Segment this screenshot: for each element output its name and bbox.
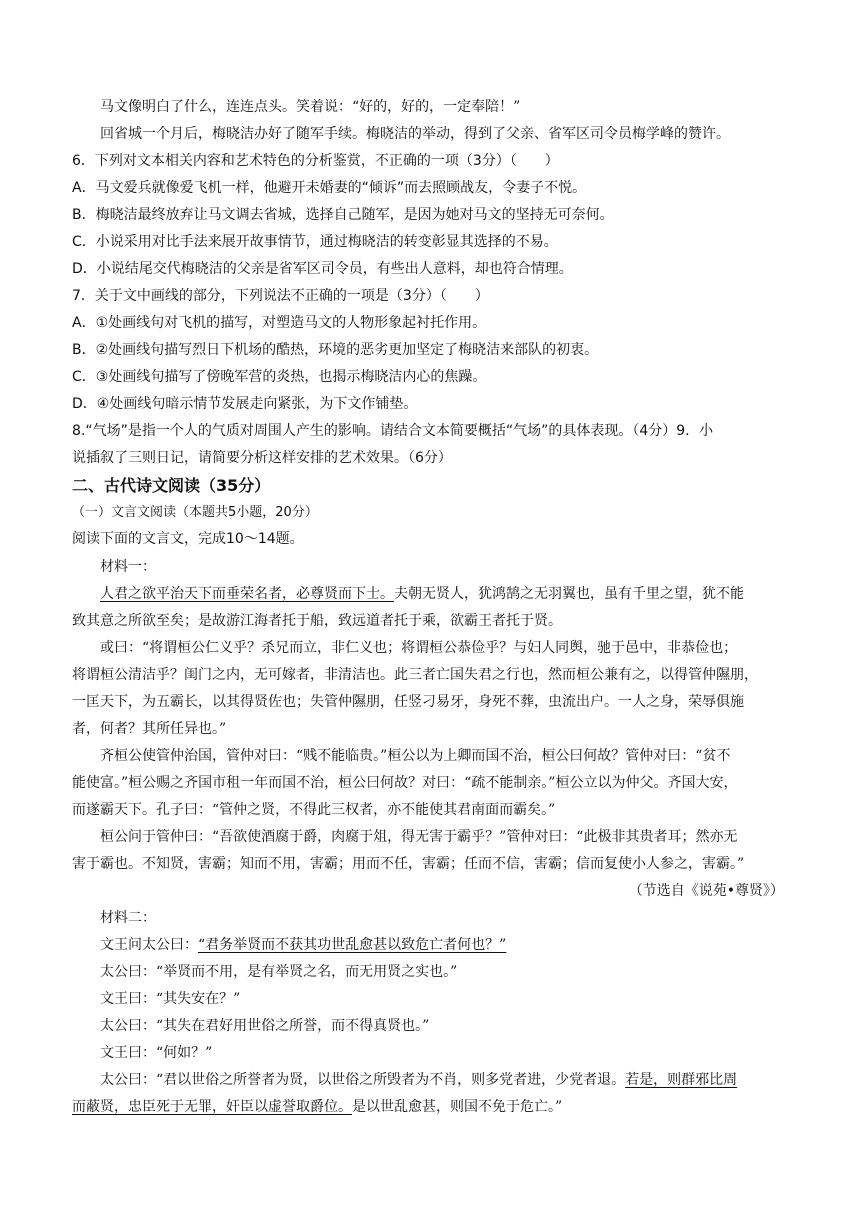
underlined-sentence: 若是，则群邪比周 — [625, 1072, 738, 1088]
question-6-option-c: C．小说采用对比手法来展开故事情节，通过梅晓洁的转变彰显其选择的不易。 — [72, 234, 558, 250]
material-1-paragraph-2: 或曰：“将谓桓公仁义乎？杀兄而立，非仁义也；将谓桓公恭俭乎？与妇人同舆，驰于邑中，非恭俭也； — [100, 640, 738, 656]
question-6-option-a: A．马文爱兵就像爱飞机一样，他避开未婚妻的“倾诉”而去照顾战友，令妻子不悦。 — [72, 180, 587, 196]
question-7-option-c: C．③处画线句描写了傍晚军营的炎热，也揭示梅晓洁内心的焦躁。 — [72, 369, 487, 385]
underlined-sentence: “君务举贤而不获其功世乱愈甚以致危亡者何也？” — [198, 937, 507, 953]
source-citation: （节选自《说苑•尊贤》） — [628, 883, 784, 899]
question-7-option-a: A．①处画线句对飞机的描写，对塑造马文的人物形象起衬托作用。 — [72, 315, 487, 331]
dialogue-line: 太公曰：“其失在君好用世俗之所誉，而不得真贤也。” — [100, 1018, 430, 1034]
question-6-option-d: D．小说结尾交代梅晓洁的父亲是省军区司令员，有些出人意料，却也符合情理。 — [72, 261, 573, 277]
text-span: 是以世乱愈甚，则国不免于危亡。” — [352, 1099, 563, 1115]
text-line: 能使富。”桓公赐之齐国市租一年而国不治，桓公曰何故？对曰：“疏不能制亲。”桓公立以为仲父。齐国大安， — [72, 775, 738, 791]
material-1-label: 材料一： — [100, 559, 156, 575]
question-7-stem: 7．关于文中画线的部分，下列说法不正确的一项是（3分）（ ） — [72, 288, 489, 304]
dialogue-line — [100, 1070, 792, 1090]
text-span: 太公曰：“君以世俗之所誉者为贤，以世俗之所毁者为不肖，则多党者进，少党者退。 — [100, 1072, 626, 1088]
text-line: 而遂霸天下。孔子曰：“管仲之贤，不得此三权者，亦不能使其君南面而霸矣。” — [72, 802, 556, 818]
reading-instruction: 阅读下面的文言文，完成10～14题。 — [72, 531, 304, 547]
dialogue-line — [100, 935, 792, 955]
story-line: 回省城一个月后，梅晓洁办好了随军手续。梅晓洁的举动，得到了父亲、省军区司令员梅学峰的赞许。 — [100, 126, 730, 142]
dialogue-line: 文王曰：“其失安在？” — [100, 991, 241, 1007]
dialogue-line: 文王曰：“何如？” — [100, 1045, 213, 1061]
material-1-paragraph-3: 齐桓公使管仲治国，管仲对曰：“贱不能临贵。”桓公以为上卿而国不治，桓公曰何故？管仲对曰：“贫不 — [100, 748, 731, 764]
text-span: 文王问太公曰： — [100, 937, 198, 953]
section-subtitle: （一）文言文阅读（本题共5小题，20分） — [72, 505, 318, 520]
text-line: 将谓桓公清洁乎？闺门之内，无可嫁者，非清洁也。此三者亡国失君之行也，然而桓公兼有之，以得管仲隰朋， — [72, 667, 758, 683]
material-1-paragraph-1 — [100, 584, 792, 604]
text-line: 者，何者？其所任异也。” — [72, 721, 227, 737]
text-line: 致其意之所欲至矣；是故游江海者托于船，致远道者托于乘，欲霸王者托于贤。 — [72, 613, 562, 629]
text-line: 一匡天下，为五霸长，以其得贤佐也；失管仲隰朋，任竖刁易牙，身死不葬，虫流出户。一人之身，荣辱俱施 — [72, 694, 744, 710]
question-7-option-b: B．②处画线句描写烈日下机场的酷热，环境的恶劣更加坚定了梅晓洁来部队的初衷。 — [72, 342, 599, 358]
question-7-option-d: D．④处画线句暗示情节发展走向紧张，为下文作铺垫。 — [72, 396, 418, 412]
underlined-sentence: 人君之欲平治天下而垂荣名者，必尊贤而下士。 — [100, 586, 394, 602]
story-line: 马文像明白了什么，连连点头。笑着说：“好的，好的，一定奉陪！” — [100, 99, 521, 115]
underlined-sentence: 而蔽贤，忠臣死于无罪，奸臣以虚誉取爵位。 — [72, 1099, 352, 1115]
question-6-option-b: B．梅晓洁最终放弃让马文调去省城，选择自己随军，是因为她对马文的坚持无可奈何。 — [72, 207, 614, 223]
material-1-paragraph-4: 桓公问于管仲曰：“吾欲使酒腐于爵，肉腐于俎，得无害于霸乎？”管仲对曰：“此极非其贵者耳；然亦无 — [100, 829, 738, 845]
question-8-line: 说插叙了三则日记，请简要分析这样安排的艺术效果。（6分） — [72, 450, 452, 466]
text-span: 夫朝无贤人，犹鸿鹄之无羽翼也，虽有千里之望，犹不能 — [394, 586, 744, 602]
text-line — [72, 1097, 792, 1117]
section-title: 二、古代诗文阅读（35分） — [72, 476, 271, 495]
question-6-stem: 6．下列对文本相关内容和艺术特色的分析鉴赏，不正确的一项（3分）（ ） — [72, 153, 559, 169]
dialogue-line: 太公曰：“举贤而不用，是有举贤之名，而无用贤之实也。” — [100, 964, 458, 980]
text-line: 害于霸也。不知贤，害霸；知而不用，害霸；用而不任，害霸；任而不信，害霸；信而复使小人参之，害霸。” — [72, 856, 745, 872]
material-2-label: 材料二： — [100, 910, 156, 926]
question-8-line: 8.“气场”是指一个人的气质对周围人产生的影响。请结合文本简要概括“气场”的具体表现。（4分）9．小 — [72, 423, 714, 439]
